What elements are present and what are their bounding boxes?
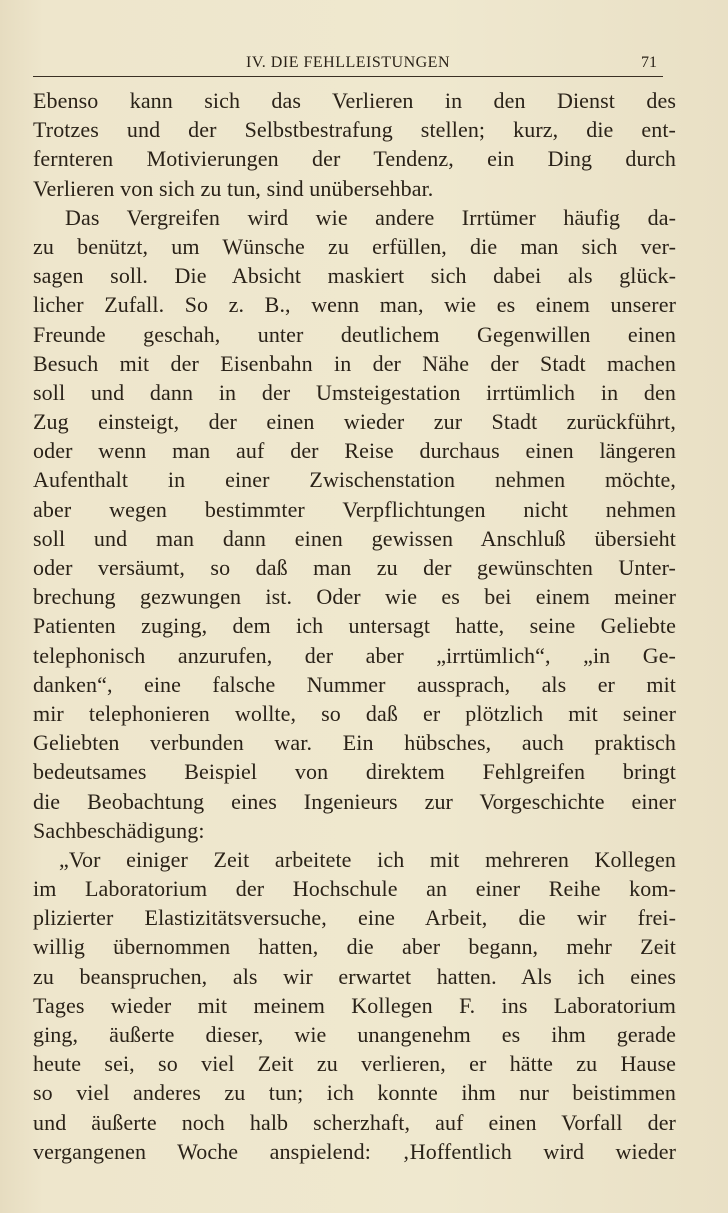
text-line: so viel anderes zu tun; ich konnte ihm nur beistimmen xyxy=(33,1080,676,1106)
text-line: Geliebten verbunden war. Ein hübsches, auch praktisch xyxy=(33,730,676,756)
text-line: und äußerte noch halb scherzhaft, auf einen Vorfall der xyxy=(33,1109,676,1135)
text-line: soll und man dann einen gewissen Anschluß übersieht xyxy=(33,525,676,551)
text-line: aber wegen bestimmter Verpflichtungen nicht nehmen xyxy=(33,496,676,522)
text-line: vergangenen Woche anspielend: ‚Hoffentlich wird wieder xyxy=(33,1138,676,1164)
text-line: heute sei, so viel Zeit zu verlieren, er hätte zu Hause xyxy=(33,1051,676,1077)
text-line: Zug einsteigt, der einen wieder zur Stadt zurückführt, xyxy=(33,409,676,435)
text-line: brechung gezwungen ist. Oder wie es bei einem meiner xyxy=(33,584,676,610)
text-line: willig übernommen hatten, die aber begann, mehr Zeit xyxy=(33,934,676,960)
text-line: telephonisch anzurufen, der aber „irrtümlich“, „in Ge- xyxy=(33,642,676,668)
text-line: mir telephonieren wollte, so daß er plötzlich mit seiner xyxy=(33,700,676,726)
text-line: zu beanspruchen, als wir erwartet hatten. Als ich eines xyxy=(33,963,676,989)
text-line: im Laboratorium der Hochschule an einer Reihe kom- xyxy=(33,876,676,902)
text-line: Das Vergreifen wird wie andere Irrtümer häufig da- xyxy=(65,204,676,230)
page-header xyxy=(33,50,663,77)
running-head: IV. DIE FEHLLEISTUNGEN xyxy=(245,54,450,71)
text-line: Ebenso kann sich das Verlieren in den Dienst des xyxy=(33,88,676,113)
body-text xyxy=(33,86,676,1166)
text-line: Sachbeschädigung: xyxy=(33,817,205,843)
text-line: soll und dann in der Umsteigestation irrtümlich in den xyxy=(33,379,676,405)
text-line: die Beobachtung eines Ingenieurs zur Vorgeschichte einer xyxy=(33,788,676,814)
text-line: plizierter Elastizitätsversuche, eine Arbeit, die wir frei- xyxy=(33,905,676,931)
text-line: „Vor einiger Zeit arbeitete ich mit mehreren Kollegen xyxy=(59,846,676,872)
text-line: danken“, eine falsche Nummer aussprach, als er mit xyxy=(33,671,676,697)
text-line: fernteren Motivierungen der Tendenz, ein Ding durch xyxy=(33,146,676,172)
text-line: Trotzes und der Selbstbestrafung stellen; kurz, die ent- xyxy=(33,117,676,143)
text-line: oder wenn man auf der Reise durchaus einen längeren xyxy=(33,438,676,464)
text-line: zu benützt, um Wünsche zu erfüllen, die man sich ver- xyxy=(33,233,676,259)
text-line: Tages wieder mit meinem Kollegen F. ins Laboratorium xyxy=(33,992,676,1018)
text-line: Freunde geschah, unter deutlichem Gegenwillen einen xyxy=(33,321,676,347)
text-line: Besuch mit der Eisenbahn in der Nähe der Stadt machen xyxy=(33,350,676,376)
page-number: 71 xyxy=(641,54,657,71)
text-line: licher Zufall. So z. B., wenn man, wie es einem unserer xyxy=(33,292,676,318)
text-line: sagen soll. Die Absicht maskiert sich dabei als glück- xyxy=(33,263,676,289)
text-line: Aufenthalt in einer Zwischenstation nehmen möchte, xyxy=(33,467,676,493)
text-line: ging, äußerte dieser, wie unangenehm es ihm gerade xyxy=(33,1022,676,1047)
text-line: Patienten zuging, dem ich untersagt hatte, seine Geliebte xyxy=(33,613,676,639)
text-line: bedeutsames Beispiel von direktem Fehlgreifen bringt xyxy=(33,759,676,785)
text-line: Verlieren von sich zu tun, sind unübersehbar. xyxy=(33,175,434,201)
text-line: oder versäumt, so daß man zu der gewünschten Unter- xyxy=(33,555,676,580)
